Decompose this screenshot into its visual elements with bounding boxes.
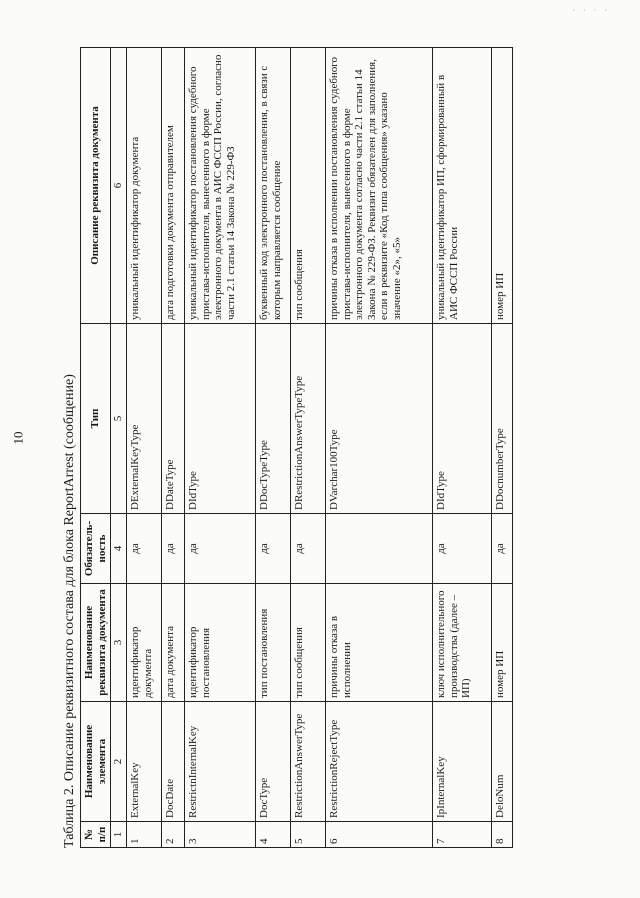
- table-cell: да: [127, 514, 162, 584]
- table-cell: DExternalKeyType: [127, 324, 162, 514]
- scan-noise: · · · ·: [572, 6, 610, 15]
- table-cell: да: [433, 514, 492, 584]
- table-cell: идентификатор постановления: [185, 584, 256, 702]
- table-cell: да: [291, 514, 326, 584]
- page-number: 10: [10, 431, 26, 445]
- header-cell: Обязатель-ность: [81, 514, 111, 584]
- table-cell: 8: [492, 822, 513, 848]
- table-header-row: [81, 48, 111, 848]
- column-number: 4: [111, 514, 127, 584]
- table-cell: ключ исполнительного производства (далее – ИП): [433, 584, 492, 702]
- table-cell: дата подготовки документа отправителем: [162, 48, 185, 324]
- table-cell: причины отказа в исполнении: [326, 584, 433, 702]
- table-cell: причины отказа в исполнении постановления судебного пристава-исполнителя, вынесенного в форме электронного документа согласно части 2.1 статьи 14 Закона № 229-ФЗ. Реквизит обязателен для заполнения, если в реквизите «Код типа сообщения» указано значение «2», «5»: [326, 48, 433, 324]
- header-cell: Наименование элемента: [81, 702, 111, 822]
- header-cell: Наименование реквизита документа: [81, 584, 111, 702]
- table-cell: 7: [433, 822, 492, 848]
- table-cell: буквенный код электронного постановления, в связи с которым направляется сообщение: [256, 48, 291, 324]
- table-row: [291, 48, 326, 848]
- table-cell: номер ИП: [492, 584, 513, 702]
- table-cell: RestrictionAnswerType: [291, 702, 326, 822]
- table-cell: уникальный идентификатор постановления судебного пристава-исполнителя, вынесенного в форме электронного документа в АИС ФССП России, согласно части 2.1 статьи 14 Закона № 229-ФЗ: [185, 48, 256, 324]
- table-cell: 2: [162, 822, 185, 848]
- table-cell: номер ИП: [492, 48, 513, 324]
- table-cell: уникальный идентификатор документа: [127, 48, 162, 324]
- table-cell: DRestrictionAnswerTypeType: [291, 324, 326, 514]
- table-cell: уникальный идентификатор ИП, сформированный в АИС ФССП России: [433, 48, 492, 324]
- column-number-row: [111, 48, 127, 848]
- column-number: 1: [111, 822, 127, 848]
- table-cell: RestrictnInternalKey: [185, 702, 256, 822]
- table-cell: DDocnumberType: [492, 324, 513, 514]
- table-row: [326, 48, 433, 848]
- table-cell: 3: [185, 822, 256, 848]
- table-row: [433, 48, 492, 848]
- table-cell: DIdType: [433, 324, 492, 514]
- table-cell: IpInternalKey: [433, 702, 492, 822]
- table-cell: RestrictionRejectType: [326, 702, 433, 822]
- table-cell: DIdType: [185, 324, 256, 514]
- table-cell: 4: [256, 822, 291, 848]
- table-cell: DeloNum: [492, 702, 513, 822]
- column-number: 3: [111, 584, 127, 702]
- table-cell: 1: [127, 822, 162, 848]
- table-cell: тип сообщения: [291, 584, 326, 702]
- table-cell: DDocTypeType: [256, 324, 291, 514]
- table-cell: да: [185, 514, 256, 584]
- table-cell: идентификатор документа: [127, 584, 162, 702]
- column-number: 5: [111, 324, 127, 514]
- table-row: [185, 48, 256, 848]
- table-cell: тип сообщения: [291, 48, 326, 324]
- table-row: [492, 48, 513, 848]
- header-cell: Описание реквизита документа: [81, 48, 111, 324]
- table-cell: 5: [291, 822, 326, 848]
- table-cell: [326, 514, 433, 584]
- table-cell: DDateType: [162, 324, 185, 514]
- column-number: 2: [111, 702, 127, 822]
- table-cell: ExternalKey: [127, 702, 162, 822]
- column-number: 6: [111, 48, 127, 324]
- table-cell: да: [256, 514, 291, 584]
- table-cell: DocType: [256, 702, 291, 822]
- table-row: [256, 48, 291, 848]
- table-cell: да: [492, 514, 513, 584]
- table-cell: DocDate: [162, 702, 185, 822]
- attributes-table: [80, 47, 513, 848]
- table-cell: DVarchar100Type: [326, 324, 433, 514]
- table-row: [127, 48, 162, 848]
- table-cell: дата документа: [162, 584, 185, 702]
- rotated-page-content: [62, 48, 622, 848]
- table-cell: тип постановления: [256, 584, 291, 702]
- header-cell: № п/п: [81, 822, 111, 848]
- table-cell: да: [162, 514, 185, 584]
- header-cell: Тип: [81, 324, 111, 514]
- table-row: [162, 48, 185, 848]
- table-cell: 6: [326, 822, 433, 848]
- table-caption: Таблица 2. Описание реквизитного состава для блока ReportArrest (сообщение): [62, 374, 77, 848]
